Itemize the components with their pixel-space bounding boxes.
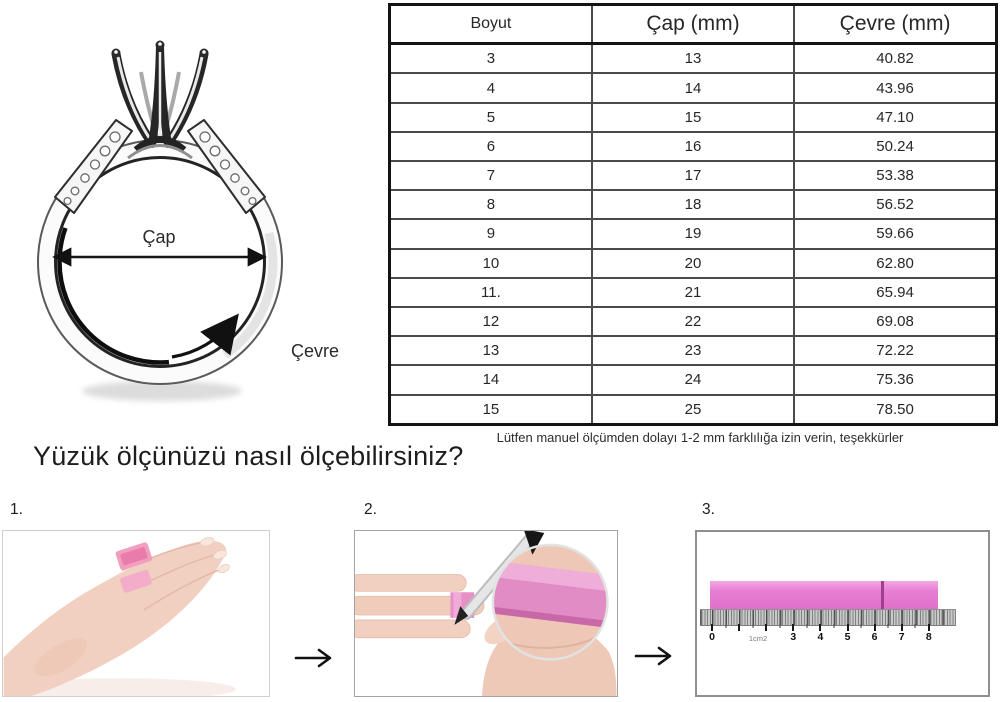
ruler-number: 3	[790, 631, 797, 643]
ruler-tick-half	[752, 624, 753, 628]
ruler-number: 5	[844, 631, 851, 643]
cell-diameter: 20	[592, 249, 794, 278]
cell-diameter: 23	[592, 336, 794, 365]
ruler-tick-half	[915, 624, 916, 628]
ruler-tick	[711, 624, 713, 631]
ruler-tick	[819, 624, 821, 631]
step-number-2: 2.	[364, 501, 377, 518]
cell-diameter: 13	[592, 44, 794, 74]
ruler-tick-half	[861, 624, 862, 628]
header-diameter: Çap (mm)	[592, 5, 794, 44]
cell-size: 3	[390, 44, 592, 74]
cell-diameter: 25	[592, 395, 794, 425]
hand-strip-image	[3, 531, 269, 696]
cell-size: 13	[390, 336, 592, 365]
cell-size: 6	[390, 132, 592, 161]
table-row	[390, 249, 997, 278]
step-number-3: 3.	[702, 501, 715, 518]
table-row	[390, 365, 997, 394]
cell-circumference: 43.96	[794, 73, 996, 102]
table-row	[390, 132, 997, 161]
cell-circumference: 69.08	[794, 307, 996, 336]
ruler-tick-half	[779, 624, 780, 628]
ruler-tick	[901, 624, 903, 631]
ruler-tick	[847, 624, 849, 631]
cell-circumference: 59.66	[794, 219, 996, 248]
circumference-label: Çevre	[290, 341, 340, 361]
cell-size: 12	[390, 307, 592, 336]
cell-size: 8	[390, 190, 592, 219]
table-row	[390, 278, 997, 307]
table-row	[390, 161, 997, 190]
diameter-label: Çap	[142, 227, 176, 247]
cell-diameter: 24	[592, 365, 794, 394]
ruler-tick	[792, 624, 794, 631]
table-row	[390, 44, 997, 74]
step-photo-3	[695, 530, 990, 697]
cell-circumference: 53.38	[794, 161, 996, 190]
ruler-tick-half	[725, 624, 726, 628]
cell-circumference: 78.50	[794, 395, 996, 425]
arrow-right-icon	[292, 642, 338, 672]
step-photo-2	[354, 530, 618, 697]
cell-circumference: 75.36	[794, 365, 996, 394]
table-row	[390, 219, 997, 248]
cell-diameter: 17	[592, 161, 794, 190]
header-size: Boyut	[390, 5, 592, 44]
ruler-tick	[874, 624, 876, 631]
table-row	[390, 73, 997, 102]
cell-size: 11.	[390, 278, 592, 307]
cell-size: 14	[390, 365, 592, 394]
table-row	[390, 336, 997, 365]
cell-diameter: 22	[592, 307, 794, 336]
cell-diameter: 19	[592, 219, 794, 248]
cell-size: 7	[390, 161, 592, 190]
cell-diameter: 21	[592, 278, 794, 307]
arrow-right-icon	[632, 640, 678, 670]
cell-circumference: 40.82	[794, 44, 996, 74]
cell-size: 9	[390, 219, 592, 248]
cell-size: 15	[390, 395, 592, 425]
table-row	[390, 307, 997, 336]
ruler-tick	[738, 624, 740, 631]
pink-strip	[710, 581, 938, 609]
cell-circumference: 72.22	[794, 336, 996, 365]
step-number-1: 1.	[10, 501, 23, 518]
cell-diameter: 15	[592, 103, 794, 132]
cell-circumference: 62.80	[794, 249, 996, 278]
cell-diameter: 18	[592, 190, 794, 219]
step-photo-1	[2, 530, 270, 697]
section-heading: Yüzük ölçünüzü nasıl ölçebilirsiniz?	[33, 441, 464, 471]
strip-mark	[881, 581, 884, 609]
ruler-tick-half	[806, 624, 807, 628]
table-row	[390, 395, 997, 425]
cell-diameter: 14	[592, 73, 794, 102]
ruler-tick-half	[833, 624, 834, 628]
table-row	[390, 190, 997, 219]
cell-circumference: 50.24	[794, 132, 996, 161]
ruler-number: 0	[709, 631, 715, 643]
table-header-row	[390, 5, 997, 44]
size-table	[388, 3, 998, 426]
ruler-number: 8	[925, 631, 932, 643]
ruler-number: 6	[871, 631, 878, 643]
cell-size: 5	[390, 103, 592, 132]
ruler-tick-half	[888, 624, 889, 628]
ruler-number: 7	[898, 631, 905, 643]
cell-diameter: 16	[592, 132, 794, 161]
ruler-unit-label: 1cm2	[748, 634, 768, 643]
table-row	[390, 103, 997, 132]
tolerance-note: Lütfen manuel ölçümden dolayı 1-2 mm farklılığa izin verin, teşekkürler	[496, 430, 904, 445]
cell-size: 10	[390, 249, 592, 278]
cell-circumference: 47.10	[794, 103, 996, 132]
cell-size: 4	[390, 73, 592, 102]
header-circumference: Çevre (mm)	[794, 5, 996, 44]
cell-circumference: 65.94	[794, 278, 996, 307]
ruler-number: 4	[817, 631, 824, 643]
cell-circumference: 56.52	[794, 190, 996, 219]
pen-marking-image	[355, 531, 617, 696]
ring-diagram	[0, 0, 390, 430]
ruler-tick	[765, 624, 767, 631]
ruler-tick	[928, 624, 930, 631]
